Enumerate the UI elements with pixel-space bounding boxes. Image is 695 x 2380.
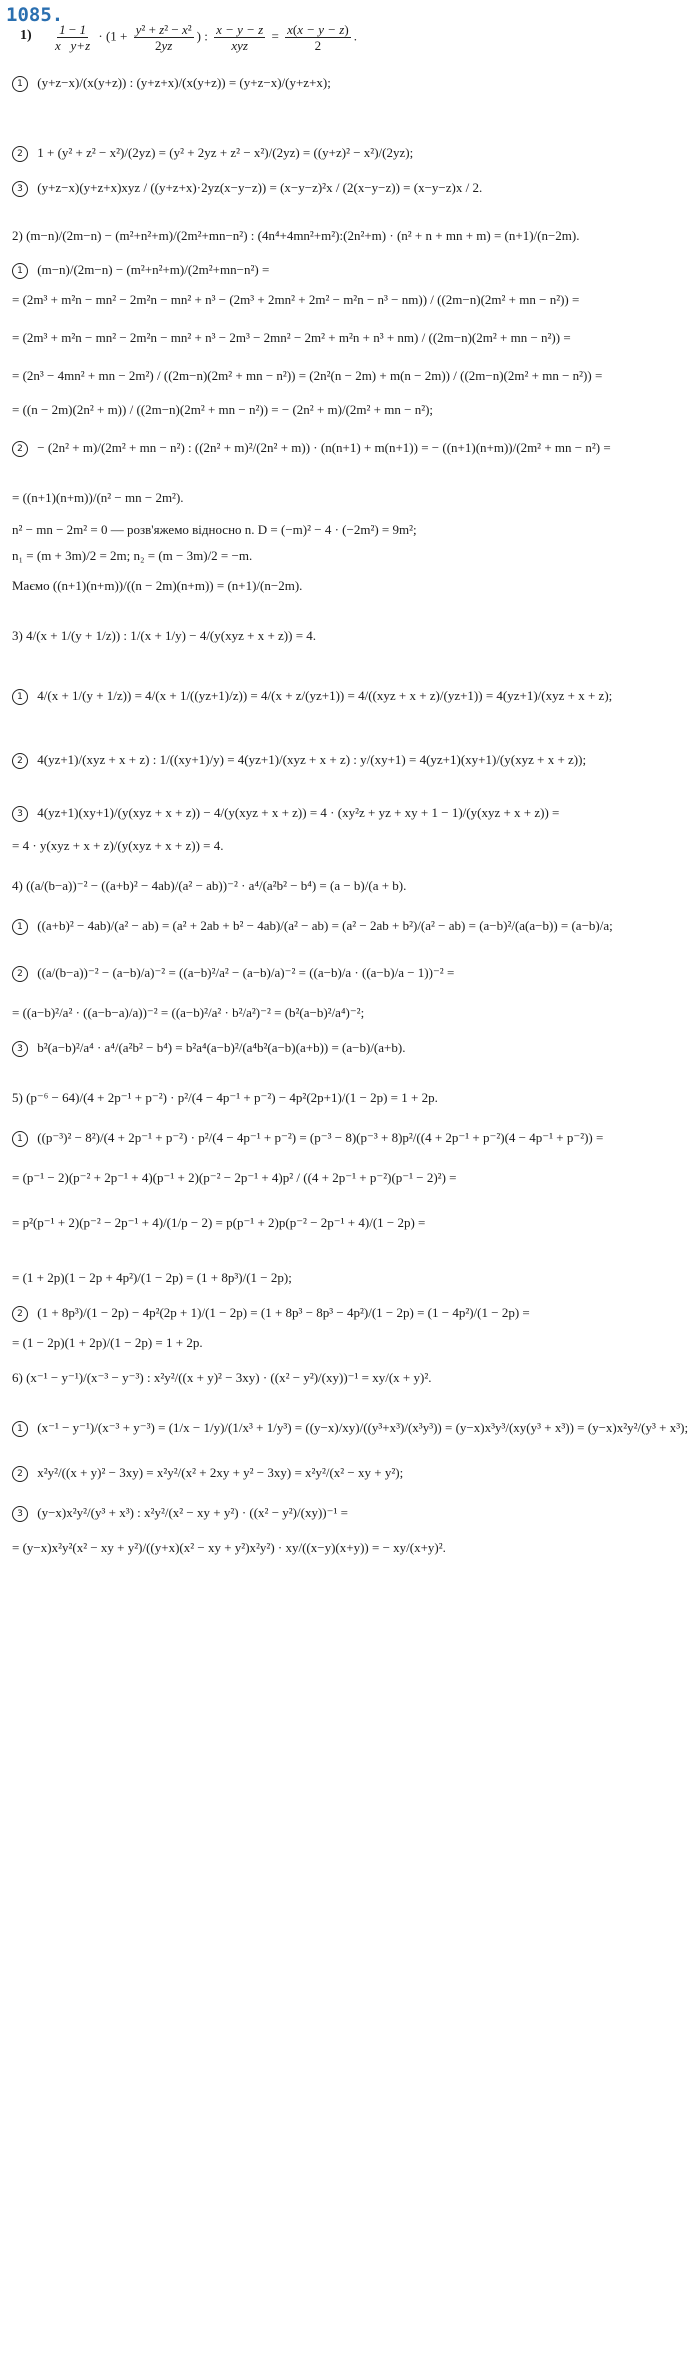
expr-line: = (2m³ + m²n − mn² − 2m²n − mn² + n³ − 2m³ − 2mn² − 2m² + m²n + n³ + nm) / ((2m−n)(2m² + mn − n²)) = <box>12 330 571 345</box>
step-marker: 2 <box>12 753 28 769</box>
step-1-2: 2 1 + (y² + z² − x²)/(2yz) = (y² + 2yz + z² − x²)/(2yz) = ((y+z)² − x²)/(2yz); <box>12 145 689 162</box>
step-5-1: 1 ((p⁻³)² − 8²)/(4 + 2p⁻¹ + p⁻²) · p²/(4 − 4p⁻¹ + p⁻²) = (p⁻³ − 8)(p⁻³ + 8)p²/((4 + 2p⁻¹ + p⁻²)(4 − 4p⁻¹ + p⁻²)) = <box>12 1130 689 1147</box>
expr-line: = (2m³ + m²n − mn² − 2m²n − mn² + n³ − (2m³ + 2mn² + 2m² − m²n − n³ − nm)) / ((2m−n)(2m² + mn − n²)) = <box>12 292 580 307</box>
task-3-line: 3) 4/(x + 1/(y + 1/z)) : 1/(x + 1/y) − 4/(y(xyz + x + z)) = 4. <box>12 628 317 643</box>
step-marker: 2 <box>12 1306 28 1322</box>
expr-line: = (1 − 2p)(1 + 2p)/(1 − 2p) = 1 + 2p. <box>12 1335 203 1350</box>
step-marker: 1 <box>12 689 28 705</box>
item-label-1: 1) <box>20 28 32 43</box>
expr-line: = ((n+1)(n+m))/(n² − mn − 2m²). <box>12 490 184 505</box>
expr-line: = ((n − 2m)(2n² + m)) / ((2m−n)(2m² + mn − n²)) = − (2n² + m)/(2m² + mn − n²); <box>12 402 434 417</box>
expr-line: n₁ = (m + 3m)/2 = 2m; n₂ = (m − 3m)/2 = −m. <box>12 548 253 563</box>
expr-line: = (2n³ − 4mn² + mn − 2m²) / ((2m−n)(2m² + mn − n²)) = (2n²(n − 2m) + m(n − 2m)) / ((2m−n)(2m² + mn − n²)) = <box>12 368 603 383</box>
step-marker: 1 <box>12 263 28 279</box>
expr-line: = p²(p⁻¹ + 2)(p⁻² − 2p⁻¹ + 4)/(1/p − 2) = p(p⁻¹ + 2)p(p⁻² − 2p⁻¹ + 4)/(1 − 2p) = <box>12 1215 426 1230</box>
task-6-line: 6) (x⁻¹ − y⁻¹)/(x⁻³ − y⁻³) : x²y²/((x + y)² − 3xy) · ((x² − y²)/(xy))⁻¹ = xy/(x + y)². <box>12 1370 432 1385</box>
step-2-2: 2 − (2n² + m)/(2m² + mn − n²) : ((2n² + m)²/(2n² + m)) · (n(n+1) + m(n+1)) = − ((n+1)(n+m))/(2m² + mn − n²) = <box>12 440 689 457</box>
step-1-3: 3 (y+z−x)(y+z+x)xyz / ((y+z+x)·2yz(x−y−z)) = (x−y−z)²x / (2(x−y−z)) = (x−y−z)x / 2. <box>12 180 689 197</box>
step-6-2: 2 x²y²/((x + y)² − 3xy) = x²y²/(x² + 2xy + y² − 3xy) = x²y²/(x² − xy + y²); <box>12 1465 689 1482</box>
step-marker: 2 <box>12 441 28 457</box>
step-marker: 3 <box>12 181 28 197</box>
task-2-line: 2) (m−n)/(2m−n) − (m²+n²+m)/(2m²+mn−n²) : (4n⁴+4mn²+m²):(2n²+m) · (n² + n + mn + m) = (n+1)/(n−2m). <box>12 228 580 243</box>
task-1-line: $\frac{1 - 1}{\text{x y+z}}$ · (1 + $\frac{\text{y² + z² − x²}}{2yz}$ ) : $\frac{x - y - z}{\text{xyz}}$ = $\frac{x(x - y - z)}{2}$ . <box>55 22 357 53</box>
expr-line: Маємо ((n+1)(n+m))/((n − 2m)(n+m)) = (n+1)/(n−2m). <box>12 578 303 593</box>
step-marker: 2 <box>12 1466 28 1482</box>
step-4-1: 1 ((a+b)² − 4ab)/(a² − ab) = (a² + 2ab + b² − 4ab)/(a² − ab) = (a² − 2ab + b²)/(a² − ab) = (a−b)²/(a(a−b)) = (a−b)/a; <box>12 918 689 935</box>
expr-line: = ((a−b)²/a² · ((a−b−a)/a))⁻² = ((a−b)²/a² · b²/a²)⁻² = (b²(a−b)²/a⁴)⁻²; <box>12 1005 365 1020</box>
step-marker: 3 <box>12 1506 28 1522</box>
step-6-1: 1 (x⁻¹ − y⁻¹)/(x⁻³ + y⁻³) = (1/x − 1/y)/(1/x³ + 1/y³) = ((y−x)/xy)/((y³+x³)/(x³y³)) = (y−x)x³y³/(xy(y³ + x³)) = (y−x)x²y²/(y³ + x³); <box>12 1420 689 1437</box>
step-3-1: 1 4/(x + 1/(y + 1/z)) = 4/(x + 1/((yz+1)/z)) = 4/(x + z/(yz+1)) = 4/((xyz + x + z)/(yz+1)) = 4(yz+1)/(xyz + x + z); <box>12 688 689 705</box>
step-5-2: 2 (1 + 8p³)/(1 − 2p) − 4p²(2p + 1)/(1 − 2p) = (1 + 8p³ − 8p³ − 4p²)/(1 − 2p) = (1 − 4p²)/(1 − 2p) = <box>12 1305 689 1322</box>
step-marker: 1 <box>12 919 28 935</box>
step-marker: 2 <box>12 966 28 982</box>
step-3-3: 3 4(yz+1)(xy+1)/(y(xyz + x + z)) − 4/(y(xyz + x + z)) = 4 · (xy²z + yz + xy + 1 − 1)/(y(xyz + x + z)) = <box>12 805 689 822</box>
step-marker: 1 <box>12 1131 28 1147</box>
task-5-line: 5) (p⁻⁶ − 64)/(4 + 2p⁻¹ + p⁻²) · p²/(4 − 4p⁻¹ + p⁻²) − 4p²(2p+1)/(1 − 2p) = 1 + 2p. <box>12 1090 438 1105</box>
expr-line: = 4 · y(xyz + x + z)/(y(xyz + x + z)) = 4. <box>12 838 224 853</box>
expr-line: = (p⁻¹ − 2)(p⁻² + 2p⁻¹ + 4)(p⁻¹ + 2)(p⁻² − 2p⁻¹ + 4)p² / ((4 + 2p⁻¹ + p⁻²)(p⁻¹ − 2)²) = <box>12 1170 457 1185</box>
step-marker: 2 <box>12 146 28 162</box>
problem-number: 1085. <box>6 4 64 26</box>
step-marker: 1 <box>12 1421 28 1437</box>
step-marker: 3 <box>12 806 28 822</box>
task-4-line: 4) ((a/(b−a))⁻² − ((a+b)² − 4ab)/(a² − ab))⁻² · a⁴/(a²b² − b⁴) = (a − b)/(a + b). <box>12 878 407 893</box>
step-3-2: 2 4(yz+1)/(xyz + x + z) : 1/((xy+1)/y) = 4(yz+1)/(xyz + x + z) : y/(xy+1) = 4(yz+1)(xy+1)/(y(xyz + x + z)); <box>12 752 689 769</box>
step-4-2: 2 ((a/(b−a))⁻² − (a−b)/a)⁻² = ((a−b)²/a² − (a−b)/a)⁻² = ((a−b)/a · ((a−b)/a − 1))⁻² = <box>12 965 689 982</box>
expr-line: n² − mn − 2m² = 0 — розв'яжемо відносно n. D = (−m)² − 4 · (−2m²) = 9m²; <box>12 522 417 537</box>
step-marker: 3 <box>12 1041 28 1057</box>
step-6-3: 3 (y−x)x²y²/(y³ + x³) : x²y²/(x² − xy + y²) · ((x² − y²)/(xy))⁻¹ = <box>12 1505 689 1522</box>
step-marker: 1 <box>12 76 28 92</box>
expr-line: = (y−x)x²y²(x² − xy + y²)/((y+x)(x² − xy + y²)x²y²) · xy/((x−y)(x+y)) = − xy/(x+y)². <box>12 1540 446 1555</box>
step-1-1: 1 (y+z−x)/(x(y+z)) : (y+z+x)/(x(y+z)) = (y+z−x)/(y+z+x); <box>12 75 689 92</box>
step-4-3: 3 b²(a−b)²/a⁴ · a⁴/(a²b² − b⁴) = b²a⁴(a−b)²/(a⁴b²(a−b)(a+b)) = (a−b)/(a+b). <box>12 1040 689 1057</box>
step-2-1: 1 (m−n)/(2m−n) − (m²+n²+m)/(2m²+mn−n²) = <box>12 262 689 279</box>
expr-line: = (1 + 2p)(1 − 2p + 4p²)/(1 − 2p) = (1 + 8p³)/(1 − 2p); <box>12 1270 292 1285</box>
